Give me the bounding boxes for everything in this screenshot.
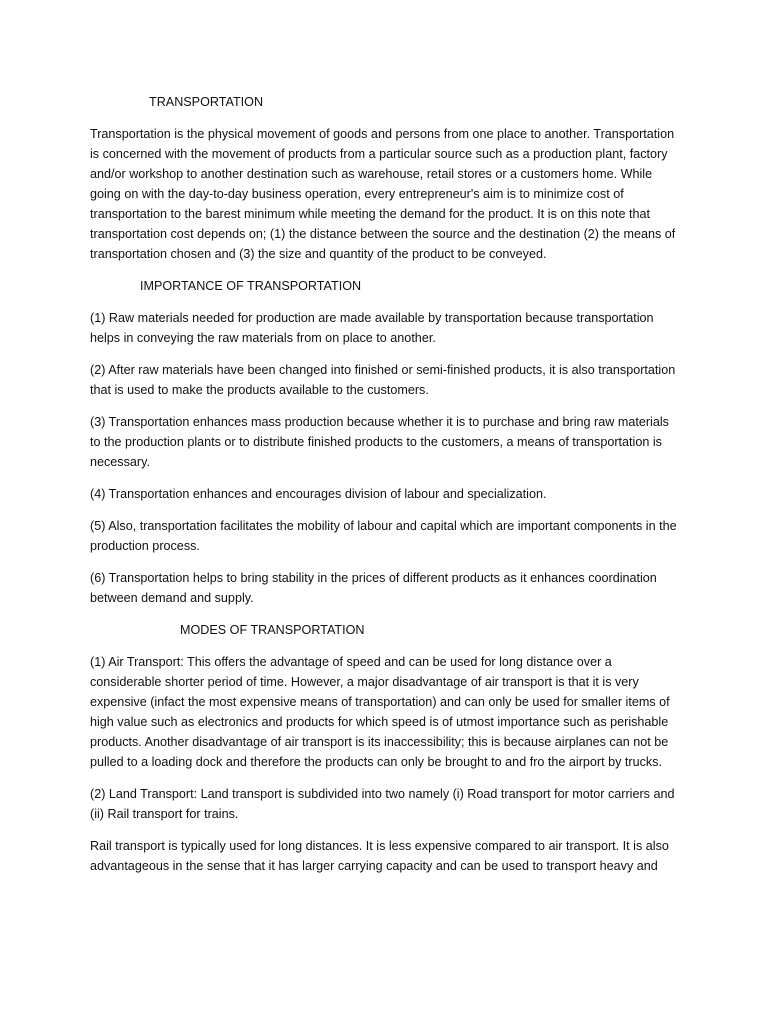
importance-point-1: (1) Raw materials needed for production are made available by transportation because transportation helps in conveying the raw materials from on place to another. — [90, 311, 654, 345]
modes-point-rail: Rail transport is typically used for long distances. It is less expensive compared to air transport. It is also advantageous in the sense that it has larger carrying capacity and can be used to transport heavy and — [90, 839, 669, 873]
modes-point-land: (2) Land Transport: Land transport is subdivided into two namely (i) Road transport for motor carriers and (ii) Rail transport for trains. — [90, 787, 675, 821]
heading-transportation: TRANSPORTATION — [149, 95, 264, 109]
importance-point-6: (6) Transportation helps to bring stability in the prices of different products as it enhances coordination between demand and supply. — [90, 571, 657, 605]
importance-point-5: (5) Also, transportation facilitates the mobility of labour and capital which are important components in the production process. — [90, 519, 677, 553]
importance-point-2: (2) After raw materials have been changed into finished or semi-finished products, it is also transportation that is used to make the products available to the customers. — [90, 363, 676, 397]
heading-importance: IMPORTANCE OF TRANSPORTATION — [140, 279, 362, 293]
importance-point-3: (3) Transportation enhances mass production because whether it is to purchase and bring raw materials to the production plants or to distribute finished products to the customers, a means of transportation is necessary. — [90, 415, 669, 469]
importance-point-4: (4) Transportation enhances and encourages division of labour and specialization. — [90, 487, 547, 501]
document-page — [90, 92, 678, 888]
intro-paragraph: Transportation is the physical movement of goods and persons from one place to another. Transportation is concerned with the movement of products from a particular source such as a production plant, factory and/or workshop to another destination such as warehouse, retail stores or a customers home. While going on with the day-to-day business operation, every entrepreneur's aim is to minimize cost of transportation to the barest minimum while meeting the demand for the product. It is on this note that transportation cost depends on; (1) the distance between the source and the destination (2) the means of transportation chosen and (3) the size and quantity of the product to be conveyed. — [90, 127, 676, 261]
heading-modes: MODES OF TRANSPORTATION — [180, 623, 365, 637]
modes-point-air: (1) Air Transport: This offers the advantage of speed and can be used for long distance over a considerable shorter period of time. However, a major disadvantage of air transport is that it is very expensive (infact the most expensive means of transportation) and can only be used for smaller items of high value such as electronics and products for which speed is of utmost importance such as perishable products. Another disadvantage of air transport is its inaccessibility; this is because airplanes can not be pulled to a loading dock and therefore the products can only be brought to and fro the airport by trucks. — [90, 655, 670, 769]
